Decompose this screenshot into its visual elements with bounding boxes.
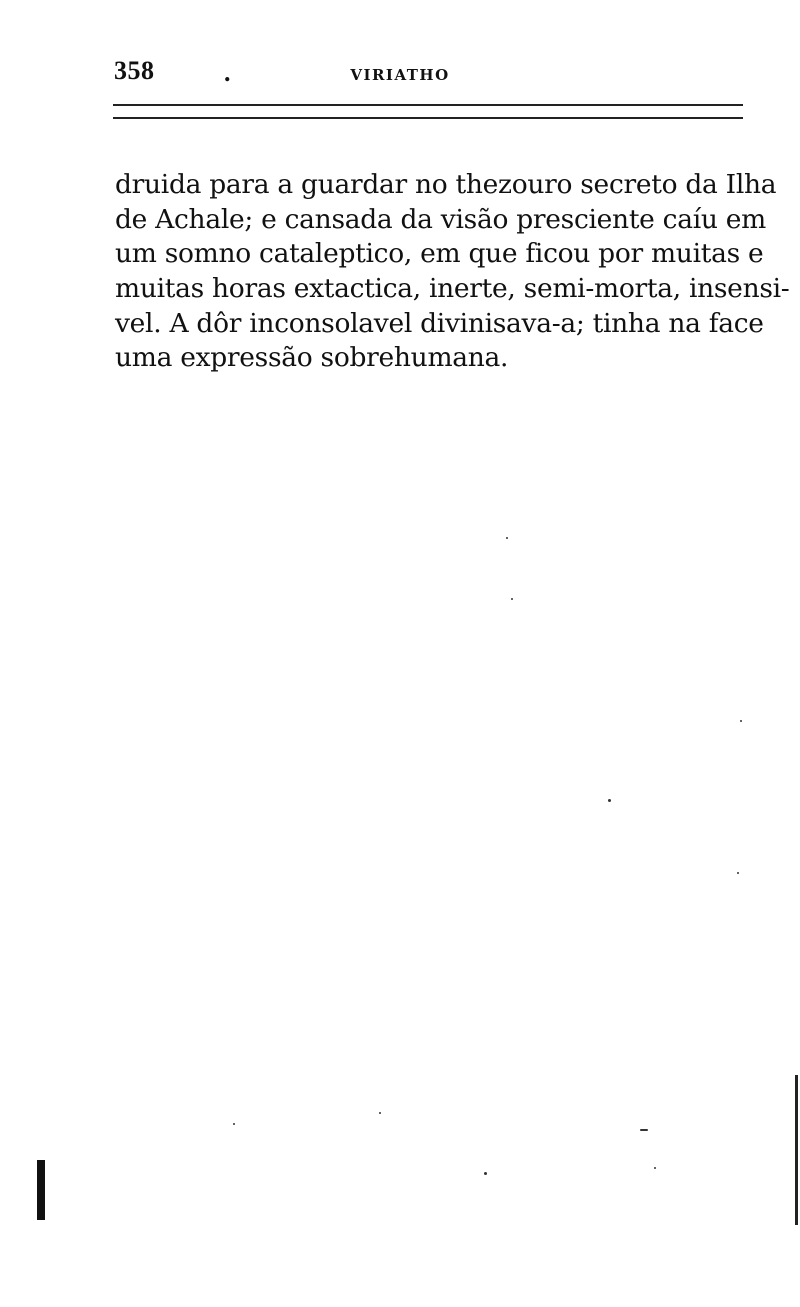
scan-speck	[737, 872, 739, 874]
scan-speck	[484, 1172, 487, 1175]
scan-speck	[233, 1123, 235, 1125]
text-line: muitas horas extactica, inerte, semi-morta, insensi-	[115, 273, 790, 305]
scan-speck	[654, 1167, 656, 1169]
text-line: de Achale; e cansada da visão presciente caíu em	[115, 203, 766, 235]
scan-speck	[511, 598, 513, 600]
header-rule-top	[113, 104, 743, 106]
scan-speck	[740, 720, 742, 722]
scan-edge-mark	[795, 1075, 798, 1225]
running-title: VIRIATHO	[350, 66, 450, 84]
scan-margin-mark	[37, 1160, 45, 1220]
text-line: um somno cataleptico, em que ficou por muitas e	[115, 238, 764, 270]
text-line: vel. A dôr inconsolavel divinisava-a; tinha na face	[115, 307, 764, 339]
text-line: uma expressão sobrehumana.	[115, 342, 509, 374]
scan-speck	[506, 537, 508, 539]
page-number: 358	[114, 56, 155, 85]
scan-speck	[379, 1112, 381, 1114]
scan-speck	[640, 1129, 648, 1131]
scan-speck	[608, 799, 611, 802]
body-paragraph	[115, 168, 790, 376]
header-rule-bottom	[113, 117, 743, 119]
header-separator: .	[224, 58, 231, 87]
text-line: druida para a guardar no thezouro secreto da Ilha	[115, 169, 777, 200]
